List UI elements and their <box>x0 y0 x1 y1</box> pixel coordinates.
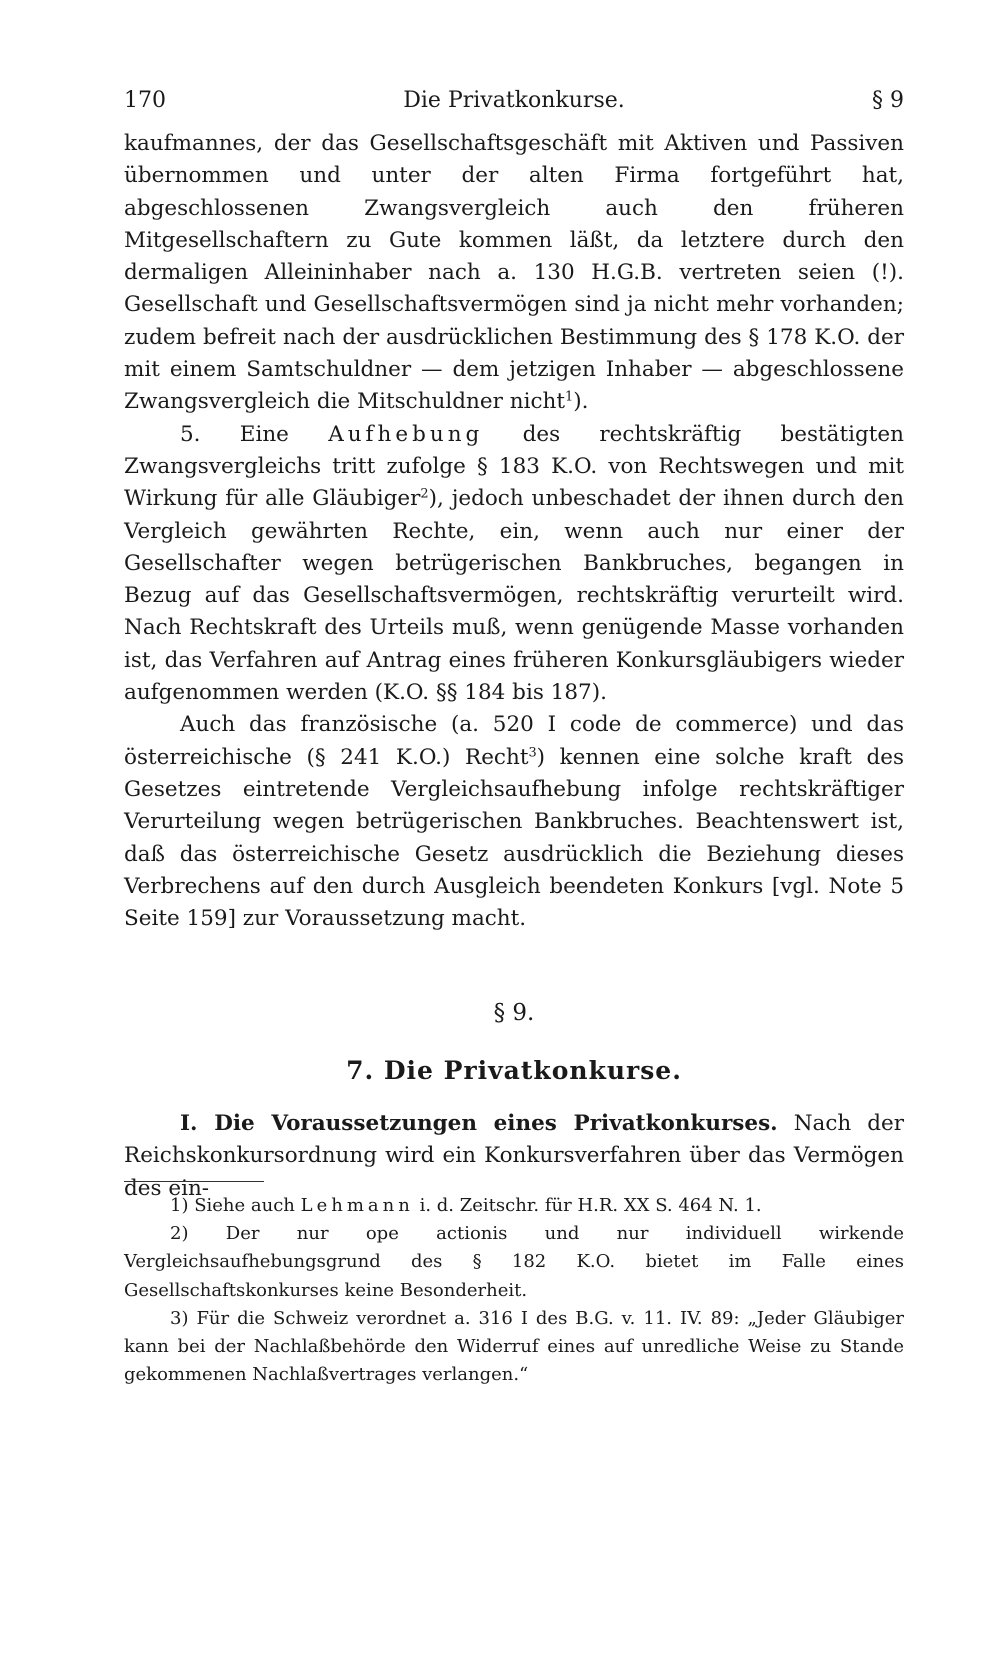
footnote-ref-3: 3 <box>528 744 537 760</box>
running-title: Die Privatkonkurse. <box>403 88 625 113</box>
footnote-ref-1: 1 <box>564 389 574 405</box>
paragraph-text-cont: ) kennen eine solche kraft des Gesetzes eintretende Vergleichsaufhebung infolge rechtskräftiger Verurteilung wegen betrügerischen Bankbruches. Beachtenswert ist, daß das österreichische Gesetz ausdrücklich die Beziehung dieses Verbrechens auf den durch Ausgleich beendeten Konkurs [vgl. Note 5 Seite 159] zur Voraussetzung macht. <box>124 744 904 932</box>
paragraph-continued <box>124 128 904 419</box>
paragraph-text: des rechtskräftig bestätigten Zwangsvergleichs tritt zufolge § 183 K.O. von Rechtswegen und mit Wirkung für alle Gläubiger <box>124 421 904 512</box>
main-text <box>124 128 904 935</box>
footnote-1 <box>124 1192 904 1220</box>
footnote-divider <box>124 1181 264 1182</box>
paragraph-lead: 5. Eine <box>180 421 289 447</box>
paragraph-text-cont: ), jedoch unbeschadet der ihnen durch den Vergleich gewährten Rechte, ein, wenn auch nur einer der Gesellschafter wegen betrügerischen Bankbruches, begangen in Bezug auf das Gesellschaftsvermögen, rechtskräftig verurteilt wird. Nach Rechtskraft des Urteils muß, wenn genügende Masse vorhanden ist, das Verfahren auf Antrag eines früheren Konkursgläubigers wieder aufgenommen werden (K.O. §§ 184 bis 187). <box>124 486 905 706</box>
footnote-3: 3) Für die Schweiz verordnet a. 316 I des B.G. v. 11. IV. 89: „Jeder Gläubiger kann bei der Nachlaßbehörde den Widerruf eines auf unredliche Weise zu Stande gekommenen Nachlaßvertrages verlangen.“ <box>124 1307 904 1386</box>
paragraph-text: Auch das französische (a. 520 I code de commerce) und das österreichische (§ 241 K.O.) Recht <box>124 712 904 770</box>
section-title: 7. Die Privatkonkurse. <box>346 1056 682 1085</box>
page-header <box>124 88 904 124</box>
subsection-text: Nach der Reichskonkursordnung wird ein Konkursverfahren über das Vermögen des ein- <box>124 1111 905 1201</box>
subsection-paragraph <box>124 1108 904 1205</box>
subsection-heading: I. Die Voraussetzungen eines Privatkonkurses. <box>180 1111 778 1136</box>
emphasis-aufhebung: Aufhebung <box>328 421 484 447</box>
page-number: 170 <box>124 88 166 113</box>
emphasis-lehmann: Lehmann <box>300 1195 414 1216</box>
footnotes <box>124 1192 904 1389</box>
header-section-mark: § 9 <box>872 88 904 113</box>
footnote-2: 2) Der nur ope actionis und nur individuell wirkende Vergleichsaufhebungsgrund des § 182 K.O. bietet im Falle eines Gesellschaftskonkurses keine Besonderheit. <box>124 1223 904 1301</box>
paragraph-comparative <box>124 709 904 935</box>
paragraph-text: kaufmannes, der das Gesellschaftsgeschäft mit Aktiven und Passiven übernommen und unter der alten Firma fortgeführt hat, abgeschlossenen Zwangsvergleich auch den früheren Mitgesellschaftern zu Gute kommen läßt, da letztere durch den dermaligen Alleininhaber nach a. 130 H.G.B. vertreten seien (!). Gesellschaft und Gesellschaftsvermögen sind ja nicht mehr vorhanden; zudem befreit nach der ausdrücklichen Bestimmung des § 178 K.O. der mit einem Samtschuldner — dem jetzigen Inhaber — abgeschlossene Zwangsvergleich die Mitschuldner nicht <box>124 131 904 415</box>
footnote-ref-2: 2 <box>420 486 429 502</box>
section-number: § 9. <box>493 1000 535 1026</box>
paragraph-end: ). <box>573 389 589 415</box>
footnote-text-cont: i. d. Zeitschr. für H.R. XX S. 464 N. 1. <box>419 1195 762 1216</box>
paragraph-5 <box>124 419 904 710</box>
footnote-text: 1) Siehe auch <box>170 1195 295 1216</box>
